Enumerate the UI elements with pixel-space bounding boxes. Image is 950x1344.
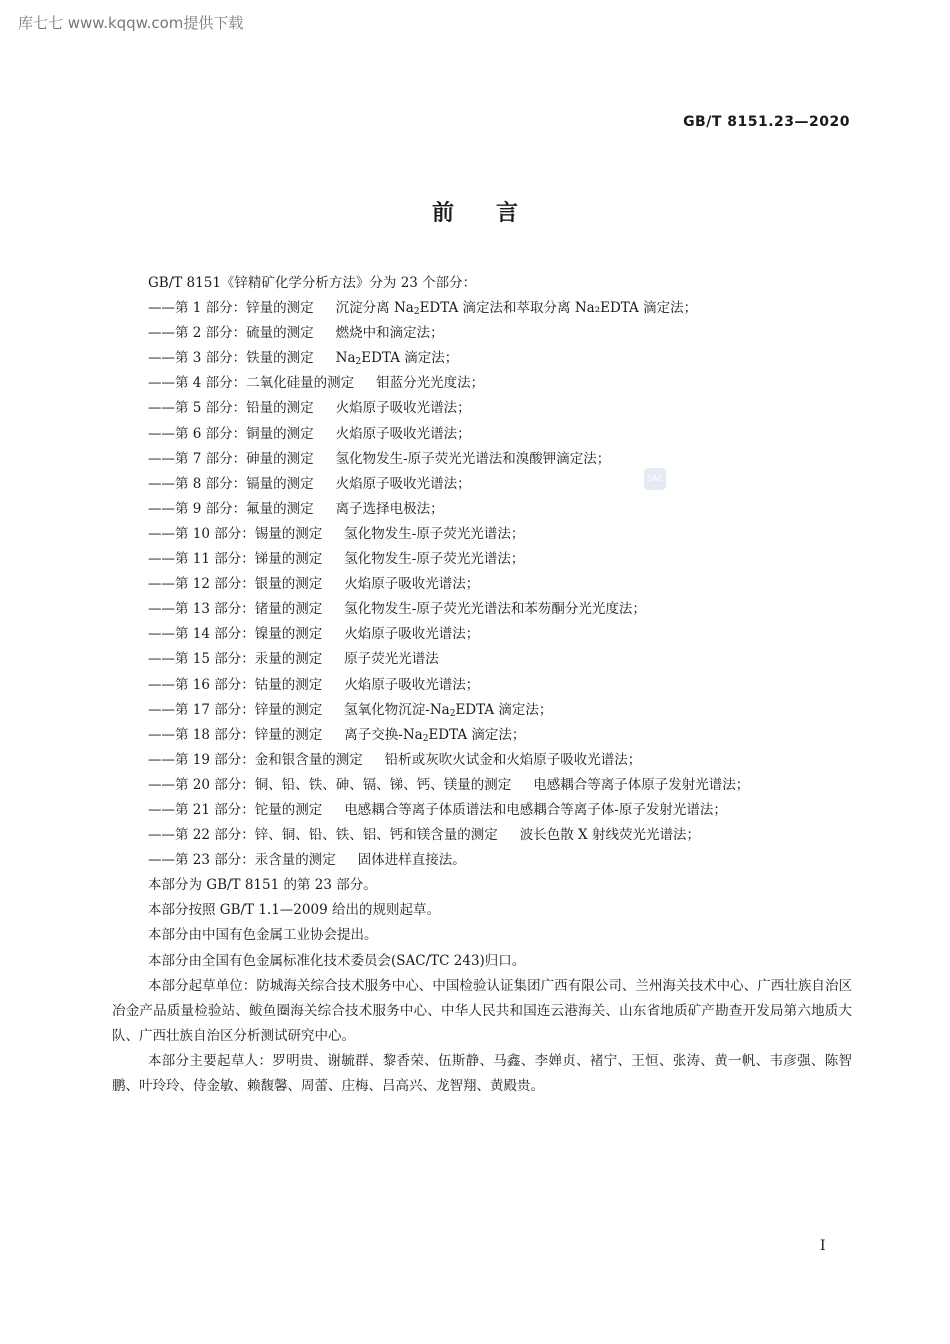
part-title: ——第 11 部分：锑量的测定 <box>148 551 323 568</box>
part-item <box>112 748 852 773</box>
statement-line: 本部分为 GB/T 8151 的第 23 部分。 <box>148 877 377 894</box>
part-method: 波长色散 X 射线荧光光谱法； <box>519 827 700 844</box>
part-title: ——第 17 部分：锌量的测定 <box>148 701 323 718</box>
part-item <box>112 572 852 597</box>
part-item <box>112 597 852 622</box>
statement-line: 本部分由全国有色金属标准化技术委员会(SAC/TC 243)归口。 <box>148 952 526 969</box>
subscript: 2 <box>355 357 362 368</box>
part-item <box>112 522 852 547</box>
part-item <box>112 647 852 672</box>
part-method: 氢化物发生-原子荧光光谱法； <box>344 525 525 542</box>
document-body <box>112 271 852 1099</box>
part-method: 火焰原子吸收光谱法； <box>335 425 471 442</box>
part-method: 离子交换-Na <box>344 726 423 743</box>
part-method: 燃烧中和滴定法； <box>335 325 444 342</box>
part-item <box>112 723 852 748</box>
sac-logo-icon: SAC <box>644 468 666 490</box>
part-title: ——第 6 部分：铜量的测定 <box>148 425 314 442</box>
part-item <box>112 698 852 723</box>
part-method: 离子选择电极法； <box>335 500 444 517</box>
part-method-continued: EDTA 滴定法； <box>361 350 459 367</box>
part-item <box>112 798 852 823</box>
part-title: ——第 22 部分：锌、铜、铅、铁、铝、钙和镁含量的测定 <box>148 827 498 844</box>
part-item <box>112 497 852 522</box>
part-method: 火焰原子吸收光谱法； <box>335 400 471 417</box>
part-title: ——第 9 部分：氟量的测定 <box>148 500 314 517</box>
part-item <box>112 422 852 447</box>
part-item <box>112 472 852 497</box>
part-item <box>112 622 852 647</box>
part-item <box>112 371 852 396</box>
part-title: ——第 2 部分：硫量的测定 <box>148 325 314 342</box>
part-item <box>112 396 852 421</box>
part-item <box>112 773 852 798</box>
part-method: 原子荧光光谱法 <box>344 651 439 668</box>
part-title: ——第 14 部分：镍量的测定 <box>148 626 323 643</box>
part-method-continued: EDTA 滴定法； <box>428 726 526 743</box>
part-title: ——第 19 部分：金和银含量的测定 <box>148 751 363 768</box>
part-title: ——第 8 部分：镉量的测定 <box>148 475 314 492</box>
part-method: 电感耦合等离子体质谱法和电感耦合等离子体-原子发射光谱法； <box>344 801 727 818</box>
part-method-continued: EDTA 滴定法； <box>455 701 553 718</box>
part-item <box>112 346 852 371</box>
part-title: ——第 7 部分：砷量的测定 <box>148 450 314 467</box>
part-method: 火焰原子吸收光谱法； <box>344 676 480 693</box>
part-title: ——第 16 部分：钴量的测定 <box>148 676 323 693</box>
part-item <box>112 296 852 321</box>
subscript: 2 <box>413 307 420 318</box>
part-item <box>112 447 852 472</box>
part-method: 电感耦合等离子体原子发射光谱法； <box>533 776 750 793</box>
watermark-text: 库七七 www.kqqw.com提供下载 <box>18 14 244 32</box>
page-title: 前言 <box>431 201 560 226</box>
part-method: 氢化物发生-原子荧光光谱法； <box>344 551 525 568</box>
statement-line: 本部分按照 GB/T 1.1—2009 给出的规则起草。 <box>148 902 440 919</box>
part-title: ——第 1 部分：锌量的测定 <box>148 300 314 317</box>
intro-line: GB/T 8151《锌精矿化学分析方法》分为 23 个部分： <box>148 275 477 291</box>
part-method-continued: EDTA 滴定法和萃取分离 Na₂EDTA 滴定法； <box>419 300 698 317</box>
part-method: 沉淀分离 Na <box>335 300 414 317</box>
part-method: 氢氧化物沉淀-Na <box>344 701 450 718</box>
part-title: ——第 3 部分：铁量的测定 <box>148 350 314 367</box>
subscript: 2 <box>449 708 456 719</box>
subscript: 2 <box>422 733 429 744</box>
page-number: I <box>820 1238 826 1254</box>
drafters-paragraph: 本部分主要起草人：罗明贵、谢毓群、黎香荣、伍斯静、马鑫、李婵贞、褚宁、王恒、张涛、黄一帆、韦彦强、陈智鹏、叶玲玲、侍金敏、赖馥馨、周蕾、庄梅、吕高兴、龙智翔、黄殿贵。 <box>112 1052 852 1094</box>
part-title: ——第 18 部分：锌量的测定 <box>148 726 323 743</box>
part-method: 火焰原子吸收光谱法； <box>335 475 471 492</box>
part-title: ——第 5 部分：铅量的测定 <box>148 400 314 417</box>
part-title: ——第 23 部分：汞含量的测定 <box>148 852 336 869</box>
part-title: ——第 13 部分：锗量的测定 <box>148 601 323 618</box>
part-item <box>112 673 852 698</box>
part-title: ——第 21 部分：铊量的测定 <box>148 801 323 818</box>
part-method: 氢化物发生-原子荧光光谱法和苯芴酮分光光度法； <box>344 601 646 618</box>
parts-list <box>112 296 852 873</box>
part-method: 氢化物发生-原子荧光光谱法和溴酸钾滴定法； <box>335 450 611 467</box>
drafting-units-paragraph: 本部分起草单位：防城海关综合技术服务中心、中国检验认证集团广西有限公司、兰州海关技术中心、广西壮族自治区冶金产品质量检验站、鲅鱼圈海关综合技术服务中心、中华人民共和国连云港海关、山东省地质矿产勘查开发局第六地质大队、广西壮族自治区分析测试研究中心。 <box>112 977 852 1044</box>
statement-line: 本部分由中国有色金属工业协会提出。 <box>148 927 378 944</box>
part-title: ——第 20 部分：铜、铅、铁、砷、镉、锑、钙、镁量的测定 <box>148 776 512 793</box>
part-method: 固体进样直接法。 <box>357 852 466 869</box>
part-method: 火焰原子吸收光谱法； <box>344 626 480 643</box>
part-title: ——第 10 部分：锡量的测定 <box>148 525 323 542</box>
part-title: ——第 12 部分：银量的测定 <box>148 576 323 593</box>
part-method: 钼蓝分光光度法； <box>376 375 485 392</box>
part-item <box>112 823 852 848</box>
part-method: 火焰原子吸收光谱法； <box>344 576 480 593</box>
part-item <box>112 547 852 572</box>
part-title: ——第 15 部分：汞量的测定 <box>148 651 323 668</box>
part-item <box>112 321 852 346</box>
part-title: ——第 4 部分：二氧化硅量的测定 <box>148 375 355 392</box>
part-method: 铅析或灰吹火试金和火焰原子吸收光谱法； <box>384 751 642 768</box>
statements-list <box>112 873 852 973</box>
part-item <box>112 848 852 873</box>
standard-code: GB/T 8151.23—2020 <box>683 114 850 130</box>
part-method: Na <box>335 350 356 367</box>
